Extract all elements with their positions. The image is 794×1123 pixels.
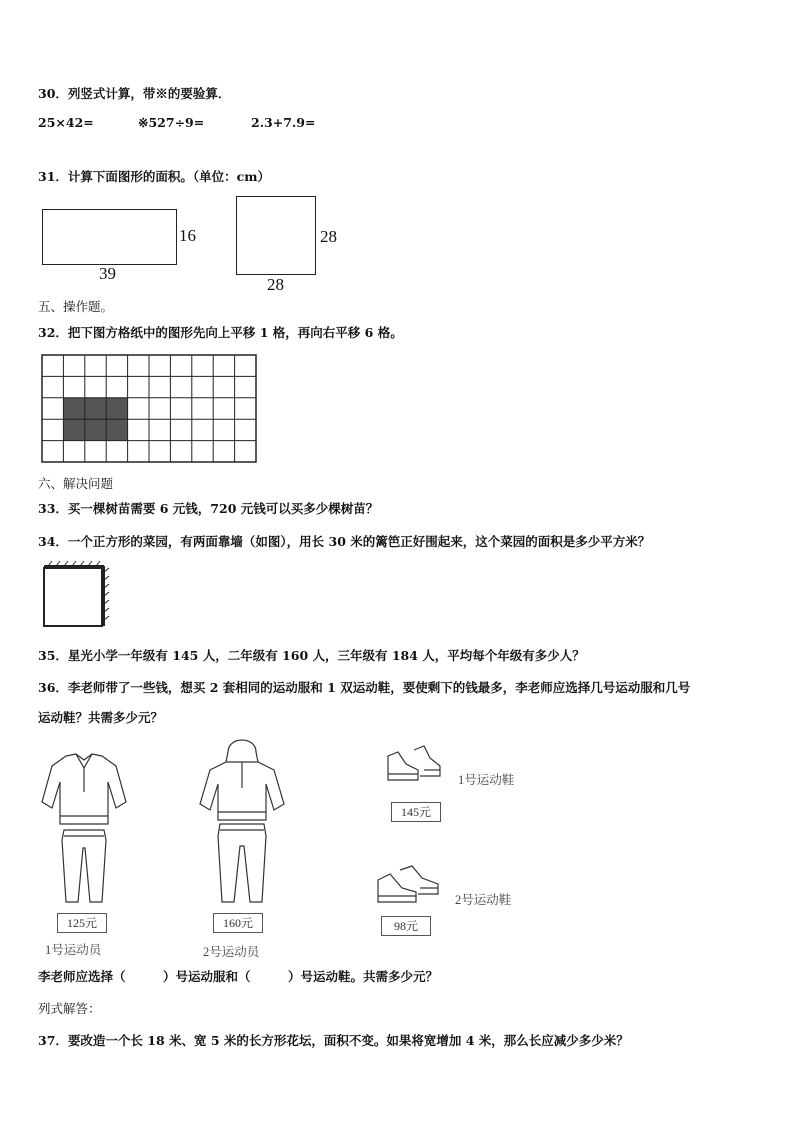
sportswear-2-illustration bbox=[194, 732, 289, 912]
rect-width-label: 16 bbox=[179, 226, 196, 245]
shoe-1-caption: 1号运动鞋 bbox=[458, 773, 515, 787]
section-5-heading: 五、操作题。 bbox=[38, 299, 114, 314]
q30-title: 30．列竖式计算，带※的要验算． bbox=[38, 86, 231, 101]
square-side-label-right: 28 bbox=[320, 227, 337, 246]
q36-answer-line: 李老师应选择（ ）号运动服和（ ）号运动鞋。共需多少元？ bbox=[38, 969, 439, 984]
sportswear-2-caption: 2号运动员 bbox=[203, 945, 260, 959]
q32-title: 32．把下图方格纸中的图形先向上平移 1 格，再向右平移 6 格。 bbox=[38, 325, 403, 340]
shoe-1-illustration bbox=[384, 744, 444, 794]
shoe-1-price: 145元 bbox=[391, 802, 441, 822]
square-side-label-bottom: 28 bbox=[267, 275, 284, 294]
q36-line-2: 运动鞋？共需多少元？ bbox=[38, 710, 164, 725]
garden-figure bbox=[40, 560, 110, 630]
q30-expr-2: ※527÷9= bbox=[138, 115, 205, 130]
q31-title: 31．计算下面图形的面积。（单位：cm） bbox=[38, 169, 270, 184]
q36-line-1: 36．李老师带了一些钱，想买 2 套相同的运动服和 1 双运动鞋，要使剩下的钱最多，李老师应选择几号运动服和几号 bbox=[38, 680, 691, 695]
sportswear-1-caption: 1号运动员 bbox=[45, 943, 102, 957]
grid-paper bbox=[42, 355, 256, 462]
rect-length-label: 39 bbox=[99, 264, 116, 283]
rectangle-figure bbox=[42, 209, 177, 265]
sportswear-1-price: 125元 bbox=[57, 913, 107, 933]
square-figure bbox=[236, 196, 316, 275]
q37-text: 37．要改造一个长 18 米、宽 5 米的长方形花坛，面积不变。如果将宽增加 4 米，那么长应减少多少米？ bbox=[38, 1033, 629, 1048]
q34-text: 34．一个正方形的菜园，有两面靠墙（如图），用长 30 米的篱笆正好围起来，这个菜园的面积是多少平方米？ bbox=[38, 534, 651, 549]
sportswear-2-price: 160元 bbox=[213, 913, 263, 933]
q33-text: 33．买一棵树苗需要 6 元钱，720 元钱可以买多少棵树苗？ bbox=[38, 501, 379, 516]
sportswear-1-illustration bbox=[36, 752, 131, 912]
shoe-2-illustration bbox=[372, 864, 444, 908]
q30-expr-3: 2.3+7.9= bbox=[251, 115, 316, 130]
shoe-2-caption: 2号运动鞋 bbox=[455, 893, 512, 907]
q30-expr-1: 25×42= bbox=[38, 115, 94, 130]
shoe-2-price: 98元 bbox=[381, 916, 431, 936]
section-6-heading: 六、解决问题 bbox=[38, 476, 114, 491]
q35-text: 35．星光小学一年级有 145 人，二年级有 160 人，三年级有 184 人，平均每个年级有多少人？ bbox=[38, 648, 585, 663]
q36-answer-label: 列式解答： bbox=[38, 1001, 101, 1016]
